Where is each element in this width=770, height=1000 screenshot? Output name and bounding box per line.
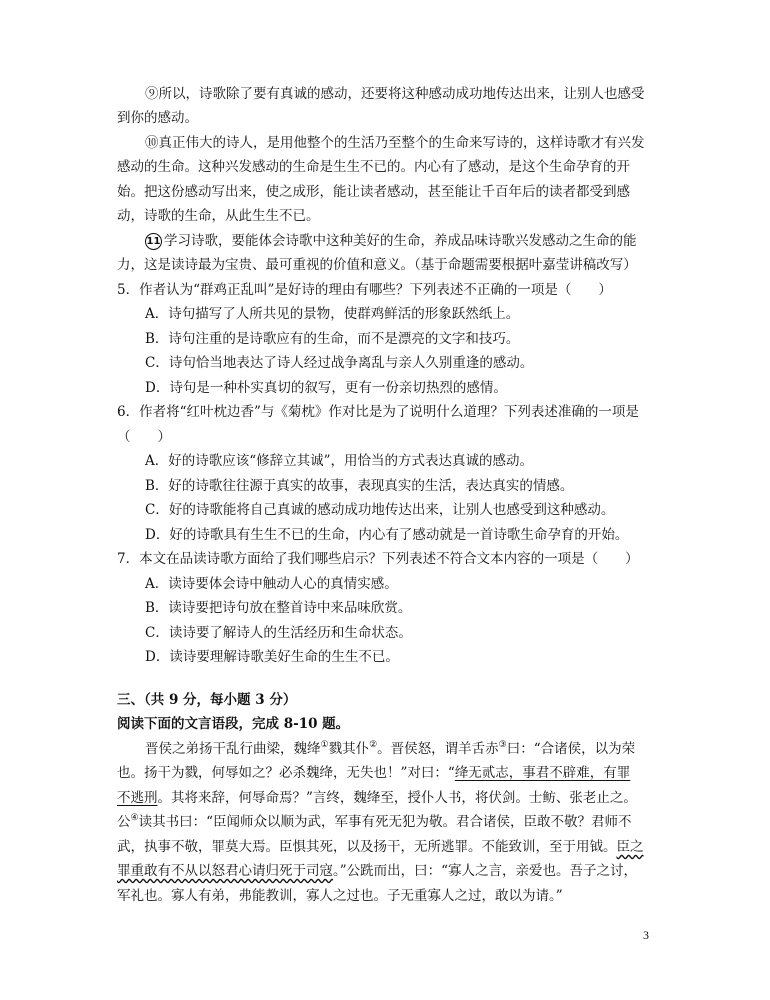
paragraph-11-line-2: 力，这是读诗最为宝贵、最可重视的价值和意义。（基于命题需要根据叶嘉莹讲稿改写） — [117, 257, 637, 273]
wavy-underlined-sentence: 臣之 — [616, 839, 644, 855]
passage-line-4: 公④读其书曰：“臣闻师众以顺为武，军事有死无犯为敬。君合诸侯，臣敢不敬？君师不 — [117, 813, 632, 830]
wavy-underlined-sentence: 罪重敢有不从以怒君心请归死于司寇 — [117, 863, 333, 879]
paragraph-9-marker: ⑨ — [145, 86, 159, 102]
section-3-heading: 三、（共 9 分，每小题 3 分） — [117, 692, 297, 708]
paragraph-10-line-3: 始。把这份感动写出来，使之成形，能让读者感动，甚至能让千百年后的读者都受到感 — [117, 184, 630, 200]
passage-line-5: 武，执事不敬，罪莫大焉。臣惧其死，以及扬干，无所逃罪。不能致训，至于用钺。臣之 — [117, 839, 644, 855]
paragraph-10-line-4: 动，诗歌的生命，从此生生不已。 — [117, 208, 320, 224]
question-5-stem: 5．作者认为“群鸡正乱叫”是好诗的理由有哪些？下列表述不正确的一项是（ ） — [117, 282, 612, 298]
footnote-marker-2: ② — [369, 740, 378, 750]
paragraph-10-marker: ⑩ — [145, 135, 159, 151]
footnote-marker-3: ③ — [498, 740, 507, 750]
question-6-option-b: B．好的诗歌往往源于真实的故事，表现真实的生活，表达真实的情感。 — [145, 478, 574, 494]
paragraph-11-line-1: 11 学习诗歌，要能体会诗歌中这种美好的生命，养成品味诗歌兴发感动之生命的能 — [146, 233, 637, 249]
paragraph-10-line-1: ⑩真正伟大的诗人，是用他整个的生活乃至整个的生命来写诗的，这样诗歌才有兴发 — [145, 135, 645, 151]
question-7-option-d: D．读诗要理解诗歌美好生命的生生不已。 — [145, 649, 399, 665]
paragraph-10-line-2: 感动的生命。这种兴发感动的生命是生生不已的。内心有了感动，是这个生命孕育的开 — [117, 159, 630, 175]
underlined-sentence: 不逃刑 — [117, 790, 158, 806]
question-5-option-c: C．诗句恰当地表达了诗人经过战争离乱与亲人久别重逢的感动。 — [145, 355, 534, 371]
question-7-stem: 7．本文在品读诗歌方面给了我们哪些启示？下列表述不符合文本内容的一项是（ ） — [117, 551, 639, 567]
footnote-marker-4: ④ — [130, 813, 139, 823]
question-7-option-a: A．读诗要体会诗中触动人心的真情实感。 — [145, 576, 398, 592]
question-5-option-b: B．诗句注重的是诗歌应有的生命，而不是漂亮的文字和技巧。 — [145, 331, 520, 347]
question-6-stem-line-1: 6．作者将“红叶枕边香”与《菊枕》作对比是为了说明什么道理？下列表述准确的一项是 — [117, 404, 639, 420]
passage-line-7: 军礼也。寡人有弟，弗能教训，寡人之过也。子无重寡人之过，敢以为请。” — [117, 888, 563, 904]
section-3-instruction: 阅读下面的文言语段，完成 8-10 题。 — [117, 716, 350, 732]
passage-line-6: 罪重敢有不从以怒君心请归死于司寇。”公跣而出，曰：“寡人之言，亲爱也。吾子之讨， — [117, 863, 638, 879]
question-6-option-c: C．好的诗歌能将自己真诚的感动成功地传达出来，让别人也感受到这种感动。 — [145, 502, 615, 518]
question-7-option-b: B．读诗要把诗句放在整首诗中来品味欣赏。 — [145, 600, 412, 616]
paragraph-9-line-1: ⑨所以，诗歌除了要有真诚的感动，还要将这种感动成功地传达出来，让别人也感受 — [145, 86, 645, 102]
passage-line-3: 不逃刑。其将来辞，何辱命焉？”言终，魏绛至，授仆人书，将伏剑。士鲂、张老止之。 — [117, 790, 637, 806]
underlined-sentence: 绛无贰志，事君不辟难，有罪 — [454, 765, 631, 781]
question-6-option-d: D．好的诗歌具有生生不已的生命，内心有了感动就是一首诗歌生命孕育的开始。 — [145, 527, 629, 543]
question-5-option-a: A．诗句描写了人所共见的景物，使群鸡鲜活的形象跃然纸上。 — [145, 306, 520, 322]
passage-line-2: 也。扬干为戮，何辱如之？必杀魏绛，无失也！”对曰：“绛无贰志，事君不辟难，有罪 — [117, 765, 631, 781]
question-6-stem-line-2: （ ） — [117, 429, 171, 445]
paragraph-11-marker: 11 — [145, 233, 162, 250]
question-6-option-a: A．好的诗歌应该“修辞立其诚”，用恰当的方式表达真诚的感动。 — [145, 453, 534, 469]
page-number: 3 — [643, 928, 649, 942]
question-5-option-d: D．诗句是一种朴实真切的叙写，更有一份亲切热烈的感情。 — [145, 380, 507, 396]
passage-line-1: 晋侯之弟扬干乱行曲梁，魏绛①戮其仆②。晋侯怒，谓羊舌赤③曰：“合诸侯，以为荣 — [145, 740, 636, 757]
question-7-option-c: C．读诗要了解诗人的生活经历和生命状态。 — [145, 625, 412, 641]
footnote-marker-1: ① — [320, 740, 329, 750]
paragraph-9-line-2: 到你的感动。 — [117, 110, 198, 126]
